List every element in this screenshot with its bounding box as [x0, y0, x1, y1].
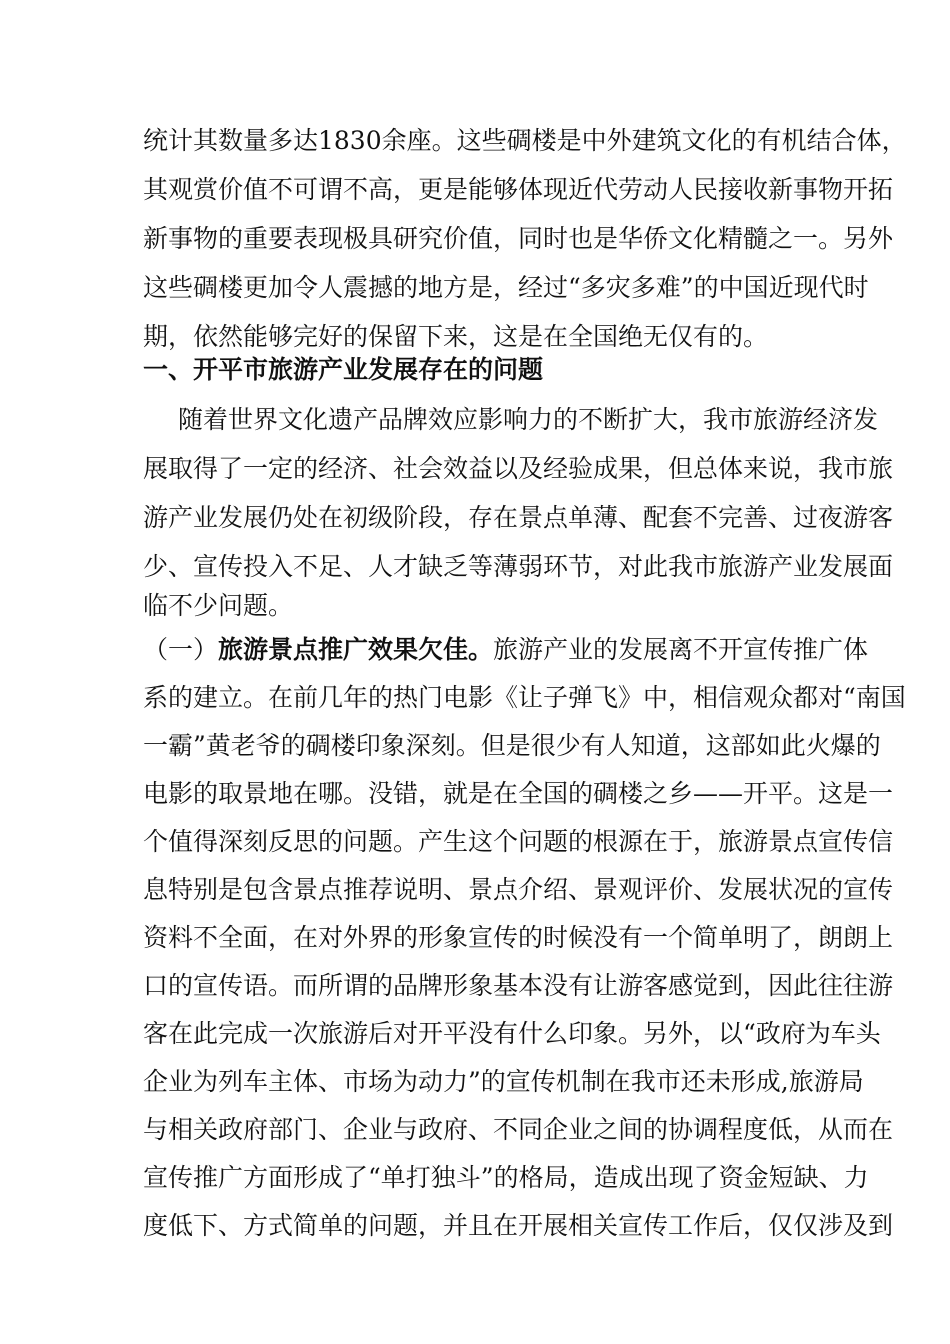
paragraph-line: 息特别是包含景点推荐说明、景点介绍、景观评价、发展状况的宣传 — [143, 875, 894, 904]
paragraph-line: 游产业发展仍处在初级阶段，存在景点单薄、配套不完善、过夜游客 — [143, 503, 894, 532]
paragraph-line: 这些碉楼更加令人震撼的地方是，经过“多灾多难”的中国近现代时 — [143, 273, 869, 302]
paragraph-line: 与相关政府部门、企业与政府、不同企业之间的协调程度低，从而在 — [143, 1115, 894, 1144]
paragraph-line: 其观赏价值不可谓不高，更是能够体现近代劳动人民接收新事物开拓 — [143, 175, 894, 204]
paragraph-line: 电影的取景地在哪。没错，就是在全国的碉楼之乡——开平。这是一 — [143, 779, 894, 808]
paragraph-line: 展取得了一定的经济、社会效益以及经验成果，但总体来说，我市旅 — [143, 454, 894, 483]
paragraph-line: 随着世界文化遗产品牌效应影响力的不断扩大，我市旅游经济发 — [178, 405, 879, 434]
paragraph-line: 资料不全面，在对外界的形象宣传的时候没有一个简单明了，朗朗上 — [143, 923, 894, 952]
paragraph-line: 宣传推广方面形成了“单打独斗”的格局，造成出现了资金短缺、力 — [143, 1163, 869, 1192]
paragraph-line: 度低下、方式简单的问题，并且在开展相关宣传工作后，仅仅涉及到 — [143, 1211, 894, 1240]
paragraph-line: 新事物的重要表现极具研究价值，同时也是华侨文化精髓之一。另外 — [143, 224, 894, 253]
paragraph-line: 少、宣传投入不足、人才缺乏等薄弱环节，对此我市旅游产业发展面 — [143, 552, 894, 581]
subsection-first-line — [143, 626, 869, 674]
paragraph-line: 个值得深刻反思的问题。产生这个问题的根源在于，旅游景点宣传信 — [143, 827, 894, 856]
section-heading: 一、开平市旅游产业发展存在的问题 — [143, 355, 544, 384]
paragraph-line: 统计其数量多达1830余座。这些碉楼是中外建筑文化的有机结合体， — [143, 126, 907, 155]
subsection-number: （一） — [143, 635, 219, 664]
paragraph-line: 一霸”黄老爷的碉楼印象深刻。但是很少有人知道，这部如此火爆的 — [143, 731, 881, 760]
paragraph-line: 期，依然能够完好的保留下来，这是在全国绝无仅有的。 — [143, 322, 769, 351]
subsection-title: 旅游景点推广效果欠佳。 — [218, 635, 494, 664]
paragraph-line: 口的宣传语。而所谓的品牌形象基本没有让游客感觉到，因此往往游 — [143, 971, 894, 1000]
paragraph-line: 企业为列车主体、市场为动力”的宣传机制在我市还未形成,旅游局 — [143, 1067, 864, 1096]
subsection-text: 旅游产业的发展离不开宣传推广体 — [493, 635, 869, 664]
paragraph-line: 系的建立。在前几年的热门电影《让子弹飞》中，相信观众都对“南国 — [143, 683, 906, 712]
paragraph-line: 临不少问题。 — [143, 591, 294, 620]
paragraph-line: 客在此完成一次旅游后对开平没有什么印象。另外，以“政府为车头 — [143, 1019, 881, 1048]
